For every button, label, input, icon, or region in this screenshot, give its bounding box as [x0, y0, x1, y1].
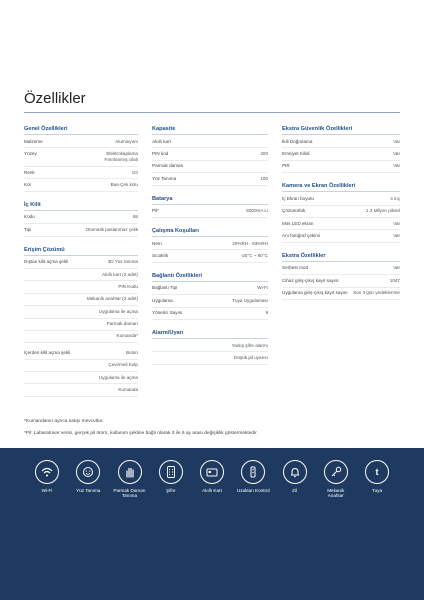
spec-value: Otomatik paslanmaz çelik — [85, 226, 138, 232]
spec-value: Uygulama ile açma — [98, 374, 138, 380]
spec-row — [152, 283, 268, 295]
spec-value: Mekanik anahtar (2 adet) — [86, 296, 138, 302]
feature-item — [319, 460, 353, 499]
spec-row — [282, 148, 400, 160]
bell-icon — [283, 460, 307, 484]
feature-label: Akıllı Kart — [202, 488, 222, 493]
spec-key: Bağlantı Tipi — [152, 285, 178, 291]
spec-row — [282, 288, 400, 300]
spec-value: 3D Yüz tanıma — [107, 259, 138, 265]
spec-row — [24, 384, 138, 396]
spec-row — [152, 352, 268, 364]
feature-label: Parmak Damarı Tanıma — [113, 488, 146, 499]
feature-label: Zil — [292, 488, 297, 493]
feature-item — [113, 460, 147, 499]
spec-value: Gri — [131, 169, 138, 175]
spec-key: Pil* — [152, 208, 159, 214]
spec-value: 68 — [132, 214, 138, 220]
capacity-section-title: Kapasite — [152, 124, 268, 135]
remote-icon — [241, 460, 265, 484]
spec-value: Elektrokaplama Fırınlanmış cilalı — [104, 150, 138, 163]
spec-row — [24, 257, 138, 269]
spec-row — [24, 136, 138, 148]
security-section-title: Ekstra Güvenlik Özellikleri — [282, 124, 400, 135]
spec-row — [152, 148, 268, 160]
extra-section-title: Ekstra Özellikler — [282, 251, 400, 262]
spec-key: İç Ekran boyutu — [282, 195, 314, 201]
keypad-icon — [159, 460, 183, 484]
feature-item — [71, 460, 105, 499]
spec-row — [24, 212, 138, 224]
spec-value: PIN Kodu — [118, 283, 138, 289]
spec-value: 9 — [265, 310, 268, 316]
spec-value: 20%RH - 93%RH — [232, 240, 268, 246]
spec-value: Var — [393, 163, 400, 169]
spec-row — [24, 148, 138, 167]
spec-value: Var — [393, 265, 400, 271]
spec-row — [282, 230, 400, 242]
spec-row — [24, 179, 138, 191]
spec-value: 1.3 Milyon piksel — [366, 208, 400, 214]
feature-label: Mekanik Anahtar — [327, 488, 345, 499]
access-section-title: Erişim Çözümü — [24, 245, 138, 256]
spec-key: Emniyet Kilidi — [282, 150, 310, 156]
spec-value: Kumanda* — [116, 333, 138, 339]
connection-section-title: Bağlantı Özellikleri — [152, 271, 268, 282]
feature-label: Yüz Tanıma — [76, 488, 101, 493]
spec-key: Cihaz giriş-çıkış kayıt sayısı — [282, 277, 339, 283]
spec-value: Wi-Fi — [257, 285, 268, 291]
spec-row — [152, 295, 268, 307]
spec-row — [24, 331, 138, 343]
spec-value: Buton — [125, 349, 138, 355]
spec-key: Uygulama — [152, 297, 173, 303]
spec-key: Renk — [24, 169, 35, 175]
spec-row — [282, 206, 400, 218]
spec-value: 200 — [260, 150, 268, 156]
spec-row — [282, 275, 400, 287]
spec-key: Nem — [152, 240, 162, 246]
spec-value: Düşük pil uyarısı — [234, 354, 268, 360]
page-title: Özellikler — [24, 90, 86, 107]
spec-row — [24, 294, 138, 306]
smart-card-icon — [200, 460, 224, 484]
battery-section-title: Batarya — [152, 194, 268, 205]
feature-item — [236, 460, 270, 499]
alarm-section-title: Alarm/Uyarı — [152, 328, 268, 339]
svg-text:t: t — [375, 467, 379, 477]
spec-row — [282, 161, 400, 173]
spec-row — [24, 167, 138, 179]
feature-item — [278, 460, 312, 499]
spec-value: Akıllı kart (2 adet) — [102, 271, 138, 277]
spec-row — [282, 136, 400, 148]
spec-row — [282, 218, 400, 230]
spec-row — [24, 269, 138, 281]
spec-key: Tipi — [24, 226, 32, 232]
feature-item — [195, 460, 229, 499]
camera-section-title: Kamera ve Ekran Özellikleri — [282, 181, 400, 192]
spec-row — [282, 193, 400, 205]
spec-row — [24, 306, 138, 318]
column-general — [24, 124, 138, 397]
spec-value: Parmak damarı — [106, 321, 138, 327]
spec-row — [24, 224, 138, 236]
spec-key: Parmak damarı — [152, 163, 184, 169]
spec-value: Var — [393, 150, 400, 156]
spec-value: Bas-Çek kolu — [110, 181, 138, 187]
tuya-icon — [365, 460, 389, 484]
spec-key: Serbest mod — [282, 265, 309, 271]
feature-item — [30, 460, 64, 499]
cylinder-section-title: İç Kilit — [24, 200, 138, 211]
spec-key: Kodu — [24, 214, 35, 220]
feature-label: Şifre — [166, 488, 176, 493]
feature-label: Tuya — [371, 488, 383, 493]
spec-row — [152, 173, 268, 185]
spec-key: Malzeme — [24, 138, 43, 144]
spec-row — [152, 136, 268, 148]
spec-value: Var — [393, 138, 400, 144]
spec-value: 4 inç — [390, 195, 400, 201]
feature-item — [360, 460, 394, 499]
operating-section-title: Çalışma Koşulları — [152, 226, 268, 237]
spec-value: Tuya Uygulaması — [232, 297, 268, 303]
spec-row — [24, 372, 138, 384]
spec-value: 100 — [260, 175, 268, 181]
spec-value: -20°C ~ 60°C — [240, 252, 268, 258]
feature-label: Uzaktan Kontrol — [236, 488, 270, 493]
spec-key: Yönetici Sayısı — [152, 310, 183, 316]
key-icon — [324, 460, 348, 484]
spec-key: Mini LED ekran — [282, 220, 314, 226]
spec-key: Yüz Tanıma — [152, 175, 177, 181]
spec-row — [152, 250, 268, 262]
spec-key: Sıcaklık — [152, 252, 169, 258]
spec-row — [152, 206, 268, 218]
spec-value: Kumanda — [118, 387, 138, 393]
footnote-remote: *Kumandanın ayrıca satışı mevcuttur. — [24, 419, 104, 424]
palm-vein-icon — [118, 460, 142, 484]
column-security — [282, 124, 400, 300]
spec-value: Aluminyum — [115, 138, 138, 144]
spec-row — [24, 319, 138, 331]
spec-key: Anı fotoğraf çekimi — [282, 232, 321, 238]
spec-row — [152, 238, 268, 250]
spec-key: PIR — [282, 163, 290, 169]
spec-row — [152, 161, 268, 173]
wifi-icon — [35, 460, 59, 484]
spec-row — [282, 263, 400, 275]
spec-value: Var — [393, 220, 400, 226]
spec-value: Uygulama ile açma — [98, 308, 138, 314]
feature-icons — [30, 460, 394, 499]
general-section-title: Genel Özellikleri — [24, 124, 138, 135]
spec-key: Dıştan kilit açma şekli — [24, 259, 69, 265]
spec-key: Uygulama giriş-çıkış kayıt sayısı — [282, 290, 348, 296]
spec-value: Çevirmeli Kulp — [108, 362, 138, 368]
spec-row — [24, 347, 138, 359]
feature-label: Wi-Fi — [41, 488, 53, 493]
spec-value: Var — [393, 232, 400, 238]
spec-key: Çözünürlük — [282, 208, 306, 214]
spec-key: İkili Doğrulama — [282, 138, 313, 144]
spec-value: Son 3 gün yedeklenme — [353, 290, 400, 296]
spec-value: Yanlış şifre alarmı — [231, 342, 268, 348]
spec-row — [24, 360, 138, 372]
feature-item — [154, 460, 188, 499]
spec-key: PIN kod — [152, 150, 169, 156]
column-capacity — [152, 124, 268, 365]
spec-value: 5000mA Li — [246, 208, 268, 214]
footnotes — [24, 416, 258, 440]
spec-key: Kol — [24, 181, 31, 187]
title-divider — [24, 112, 400, 113]
spec-key: Yüzey — [24, 150, 37, 156]
spec-key: İçerden kilit açma şekli — [24, 349, 71, 355]
spec-row — [152, 340, 268, 352]
spec-row — [24, 281, 138, 293]
spec-row — [152, 308, 268, 320]
spec-value: 1047 — [389, 277, 400, 283]
footnote-battery: *Pil: Labaratuvar verisi, gerçek pil ömrü, kullanım şekline bağlı olarak 3 ile 6 ay arası değişiklik göstermektedir. — [24, 431, 258, 436]
face-icon — [76, 460, 100, 484]
spec-key: Akıllı kart — [152, 138, 171, 144]
